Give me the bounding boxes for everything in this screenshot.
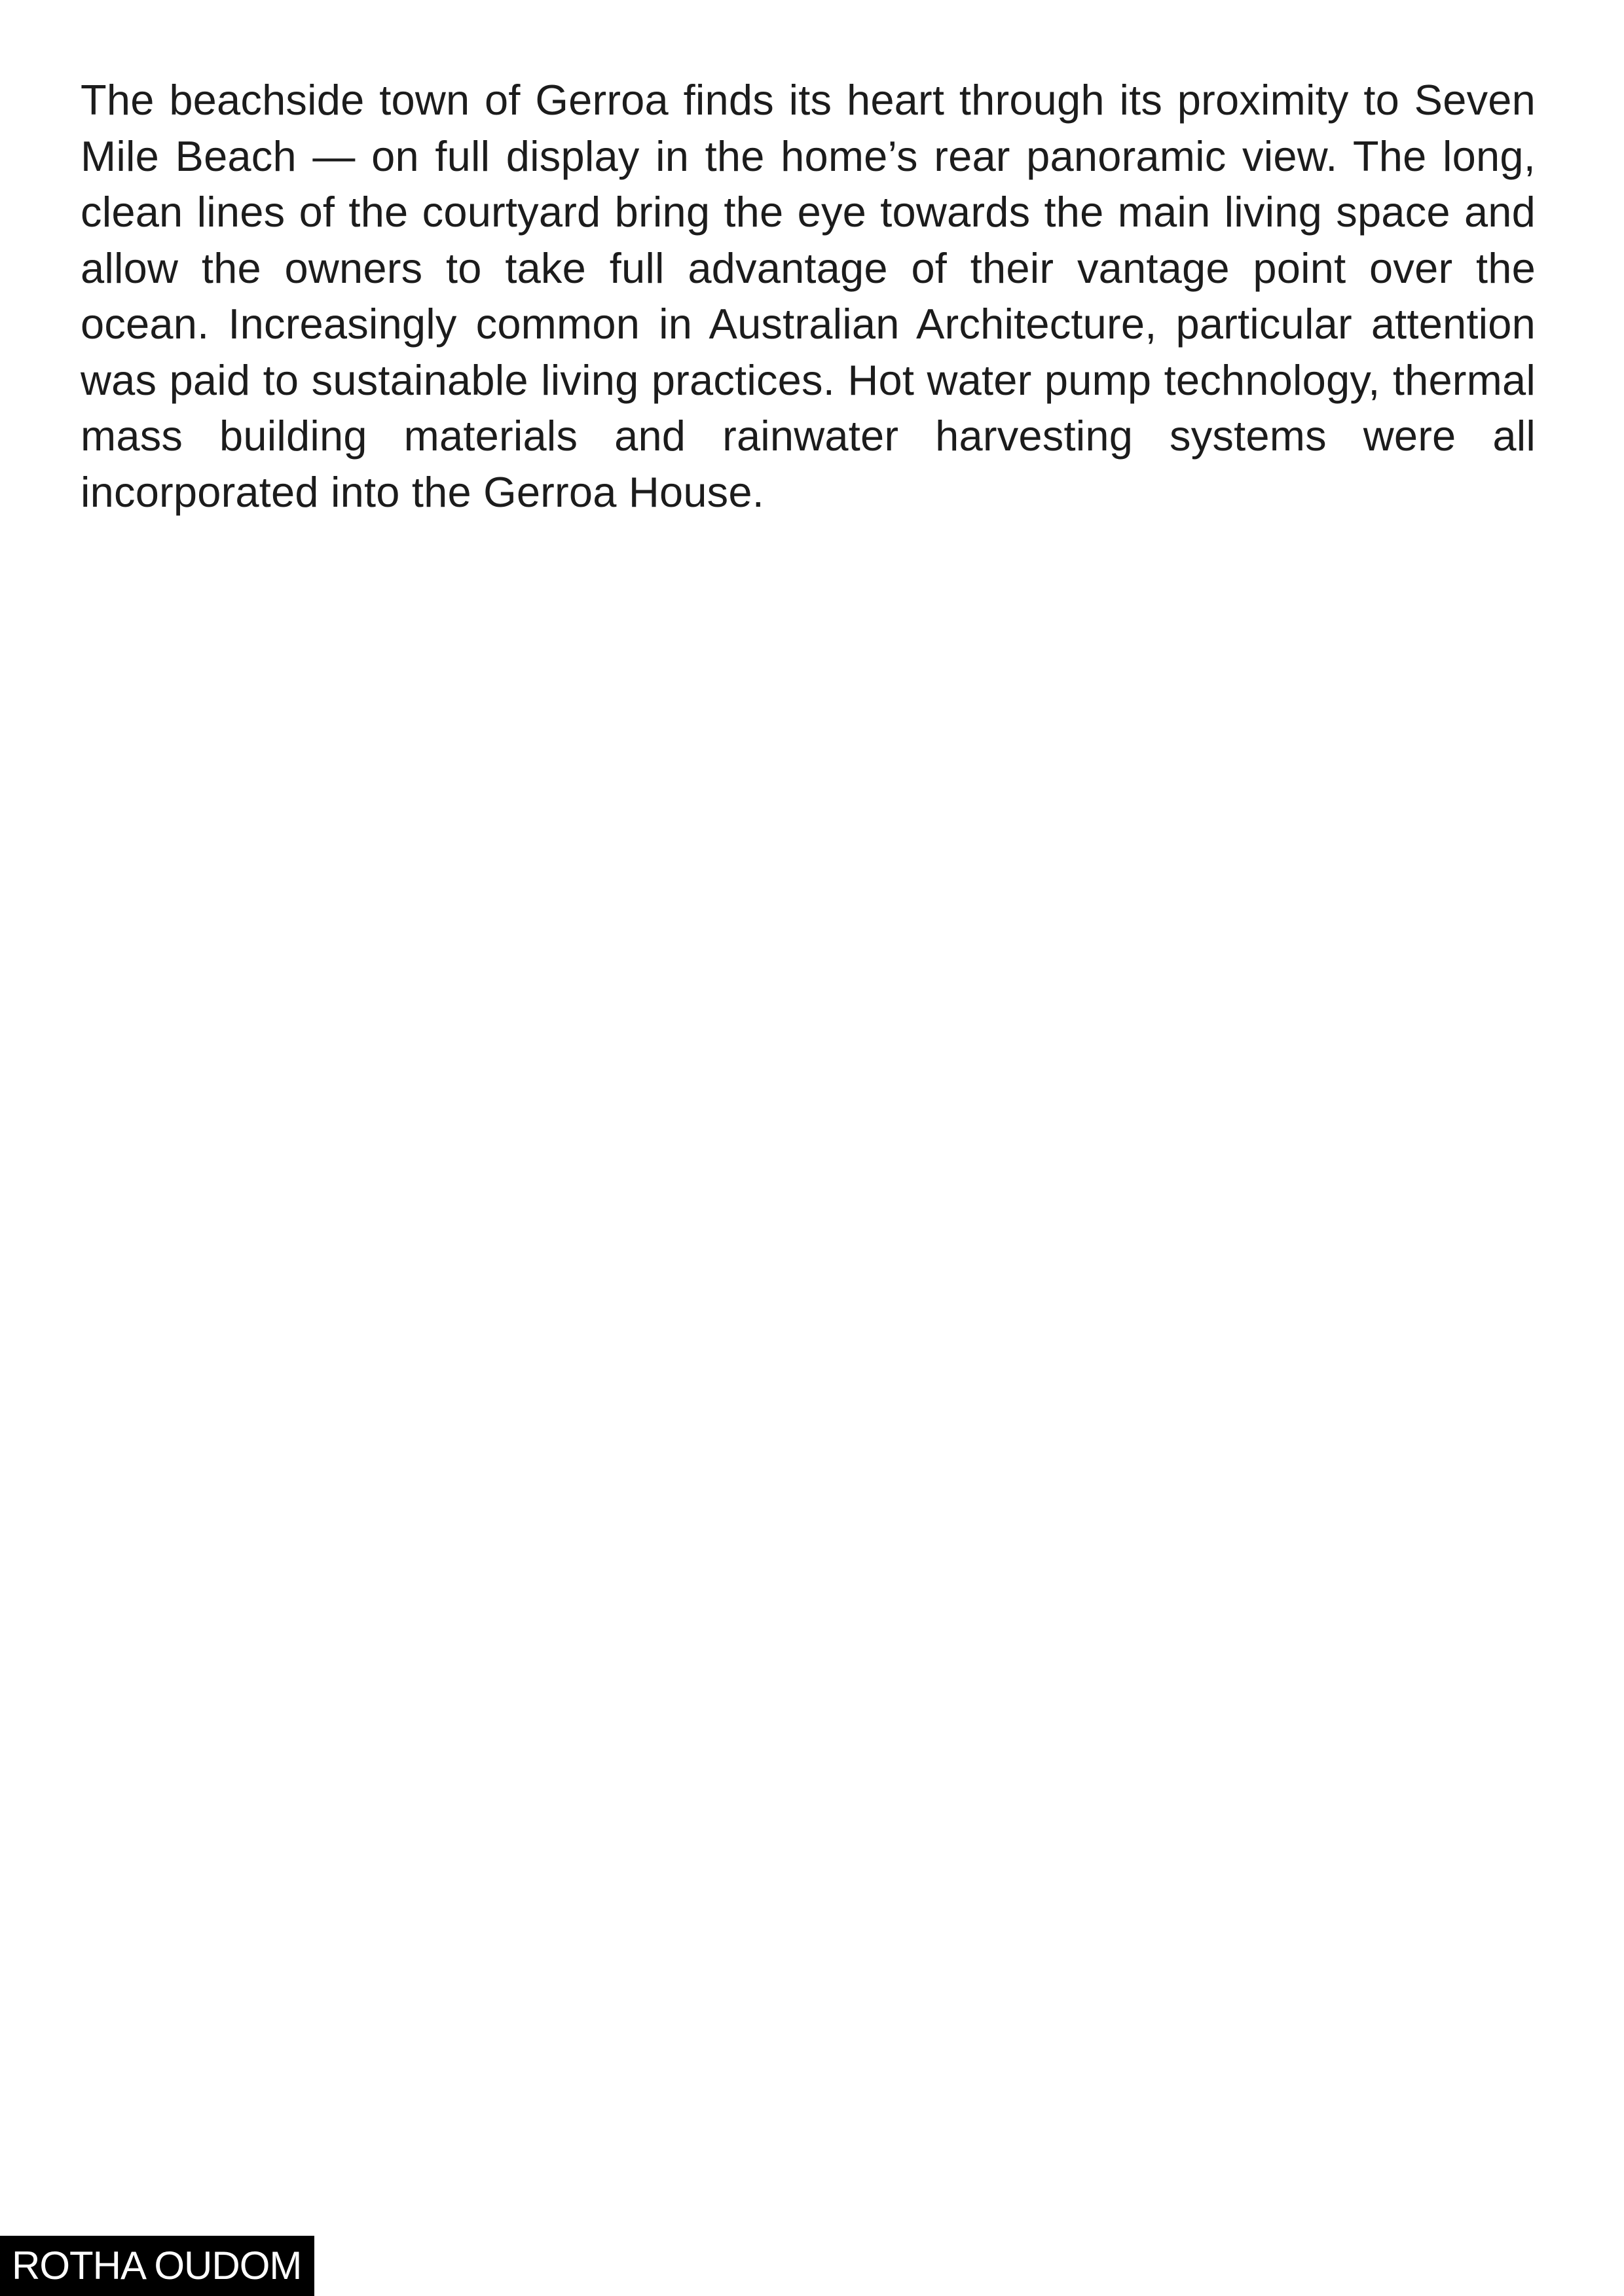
author-label: ROTHA OUDOM bbox=[0, 2236, 314, 2296]
body-paragraph: The beachside town of Gerroa finds its heart through its proximity to Seven Mile Beach — on full display in the home’s rear panoramic view. The long, clean lines of the courtyard bring the eye towards the main living space and allow the owners to take full advantage of their vantage point over the ocean. Increasingly common in Australian Architecture, particular attention was paid to sustainable living practices. Hot water pump technology, thermal mass building materials and rainwater harvesting systems were all incorporated into the Gerroa House. bbox=[81, 76, 1536, 516]
